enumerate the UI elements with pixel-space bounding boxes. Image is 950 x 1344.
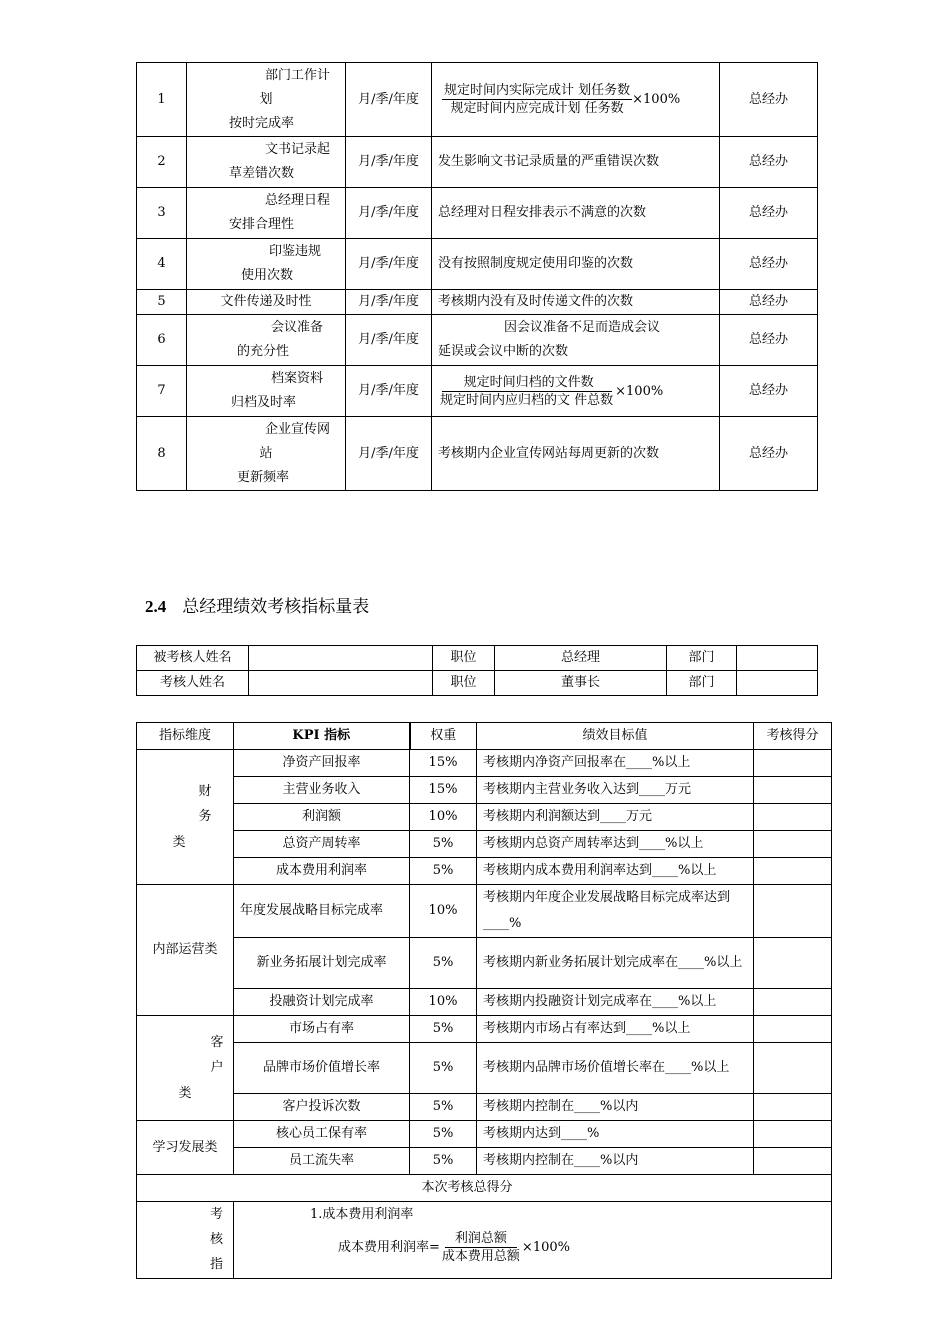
kpi-name: 员工流失率 xyxy=(234,1148,410,1175)
department-field[interactable] xyxy=(737,646,818,671)
dimension-learning: 学习发展类 xyxy=(137,1121,234,1175)
header-weight: 权重 xyxy=(410,723,477,750)
score-cell[interactable] xyxy=(754,858,832,885)
header-kpi: KPI 指标 xyxy=(234,723,410,750)
kpi-name: 年度发展战略目标完成率 xyxy=(234,885,410,938)
row-number: 6 xyxy=(137,315,187,366)
dimension-customer: 客 户 类 xyxy=(137,1016,234,1121)
kpi-target: 考核期内总资产周转率达到____%以上 xyxy=(477,831,754,858)
indicator-name: 部门工作计 划 按时完成率 xyxy=(187,63,346,137)
kpi-weight: 5% xyxy=(410,858,477,885)
dimension-internal-ops: 内部运营类 xyxy=(137,885,234,1016)
kpi-target: 考核期内品牌市场价值增长率在____%以上 xyxy=(477,1043,754,1094)
score-cell[interactable] xyxy=(754,938,832,989)
score-cell[interactable] xyxy=(754,831,832,858)
kpi-detail-table xyxy=(136,62,818,491)
department: 总经办 xyxy=(720,63,818,137)
cycle: 月/季/年度 xyxy=(346,417,432,491)
department: 总经办 xyxy=(720,137,818,188)
kpi-target: 考核期内新业务拓展计划完成率在____%以上 xyxy=(477,938,754,989)
table-row xyxy=(137,671,818,696)
formula: $\frac{\text{规定时间归档的文件数}}{\text{规定时间内应归档的文 件总数}}$ ×100% xyxy=(432,366,720,417)
department: 总经办 xyxy=(720,366,818,417)
kpi-weight: 5% xyxy=(410,1016,477,1043)
row-number: 2 xyxy=(137,137,187,188)
table-row xyxy=(137,137,818,188)
section-heading xyxy=(145,592,369,617)
position-value: 总经理 xyxy=(495,646,667,671)
evaluator-name-field[interactable] xyxy=(249,671,433,696)
kpi-weight: 10% xyxy=(410,804,477,831)
department: 总经办 xyxy=(720,417,818,491)
kpi-target: 考核期内控制在____%以内 xyxy=(477,1148,754,1175)
department: 总经办 xyxy=(720,188,818,239)
total-row xyxy=(137,1175,832,1202)
indicator-name: 印鉴违规 使用次数 xyxy=(187,239,346,290)
kpi-target: 考核期内主营业务收入达到____万元 xyxy=(477,777,754,804)
table-row xyxy=(137,750,832,777)
cycle: 月/季/年度 xyxy=(346,137,432,188)
table-row xyxy=(137,290,818,315)
indicator-name: 总经理日程 安排合理性 xyxy=(187,188,346,239)
indicator-name: 文件传递及时性 xyxy=(187,290,346,315)
cycle: 月/季/年度 xyxy=(346,239,432,290)
dimension-finance: 财 务 类 xyxy=(137,750,234,885)
kpi-scoring-table xyxy=(136,722,832,1279)
table-row xyxy=(137,831,832,858)
formula: 总经理对日程安排表示不满意的次数 xyxy=(432,188,720,239)
department-field[interactable] xyxy=(737,671,818,696)
table-row xyxy=(137,938,832,989)
table-row xyxy=(137,989,832,1016)
score-cell[interactable] xyxy=(754,1148,832,1175)
explanation-item: 1.成本费用利润率 xyxy=(310,1207,414,1222)
kpi-weight: 5% xyxy=(410,938,477,989)
formula: 考核期内没有及时传递文件的次数 xyxy=(432,290,720,315)
score-cell[interactable] xyxy=(754,989,832,1016)
score-cell[interactable] xyxy=(754,1016,832,1043)
formula: 发生影响文书记录质量的严重错误次数 xyxy=(432,137,720,188)
kpi-weight: 5% xyxy=(410,1121,477,1148)
indicator-name: 会议准备 的充分性 xyxy=(187,315,346,366)
score-cell[interactable] xyxy=(754,1094,832,1121)
score-cell[interactable] xyxy=(754,777,832,804)
table-row xyxy=(137,63,818,137)
department: 总经办 xyxy=(720,315,818,366)
kpi-weight: 15% xyxy=(410,777,477,804)
kpi-weight: 10% xyxy=(410,885,477,938)
kpi-name: 核心员工保有率 xyxy=(234,1121,410,1148)
table-row xyxy=(137,239,818,290)
table-row xyxy=(137,885,832,938)
kpi-name: 品牌市场价值增长率 xyxy=(234,1043,410,1094)
kpi-target: 考核期内达到____% xyxy=(477,1121,754,1148)
kpi-name: 主营业务收入 xyxy=(234,777,410,804)
table-row xyxy=(137,315,818,366)
kpi-name: 利润额 xyxy=(234,804,410,831)
department-label: 部门 xyxy=(667,671,737,696)
indicator-name: 档案资料 归档及时率 xyxy=(187,366,346,417)
table-row xyxy=(137,1094,832,1121)
formula: 考核期内企业宣传网站每周更新的次数 xyxy=(432,417,720,491)
row-number: 4 xyxy=(137,239,187,290)
kpi-name: 客户投诉次数 xyxy=(234,1094,410,1121)
kpi-target: 考核期内成本费用利润率达到____%以上 xyxy=(477,858,754,885)
section-number: 2.4 xyxy=(145,597,167,616)
score-cell[interactable] xyxy=(754,750,832,777)
row-number: 7 xyxy=(137,366,187,417)
department: 总经办 xyxy=(720,239,818,290)
section-title: 总经理绩效考核指标量表 xyxy=(182,597,370,617)
header-dimension: 指标维度 xyxy=(137,723,234,750)
kpi-target: 考核期内市场占有率达到____%以上 xyxy=(477,1016,754,1043)
explanation-label: 考 核 指 xyxy=(137,1202,234,1279)
kpi-weight: 5% xyxy=(410,1148,477,1175)
row-number: 8 xyxy=(137,417,187,491)
table-row xyxy=(137,804,832,831)
kpi-weight: 15% xyxy=(410,750,477,777)
table-row xyxy=(137,1121,832,1148)
evaluator-label: 考核人姓名 xyxy=(137,671,249,696)
kpi-weight: 5% xyxy=(410,1094,477,1121)
cycle: 月/季/年度 xyxy=(346,366,432,417)
explanation-formula: 成本费用利润率= $\frac{\text{利润总额}}{\text{成本费用总额}}$ ×100% xyxy=(338,1231,570,1264)
kpi-name: 投融资计划完成率 xyxy=(234,989,410,1016)
position-value: 董事长 xyxy=(495,671,667,696)
cycle: 月/季/年度 xyxy=(346,290,432,315)
row-number: 3 xyxy=(137,188,187,239)
kpi-target: 考核期内年度企业发展战略目标完成率达到____% xyxy=(477,885,754,938)
formula: $\frac{\text{规定时间内实际完成计 划任务数}}{\text{规定时间内应完成计划 任务数}}$ ×100% xyxy=(432,63,720,137)
indicator-name: 企业宣传网 站 更新频率 xyxy=(187,417,346,491)
department: 总经办 xyxy=(720,290,818,315)
indicator-name: 文书记录起 草差错次数 xyxy=(187,137,346,188)
cycle: 月/季/年度 xyxy=(346,63,432,137)
table-row xyxy=(137,1016,832,1043)
kpi-name: 净资产回报率 xyxy=(234,750,410,777)
row-number: 1 xyxy=(137,63,187,137)
table-row xyxy=(137,1043,832,1094)
score-cell[interactable] xyxy=(754,804,832,831)
position-label: 职位 xyxy=(433,646,495,671)
table-row xyxy=(137,1148,832,1175)
kpi-target: 考核期内利润额达到____万元 xyxy=(477,804,754,831)
kpi-name: 市场占有率 xyxy=(234,1016,410,1043)
kpi-weight: 10% xyxy=(410,989,477,1016)
evaluator-info-table xyxy=(136,645,818,696)
kpi-target: 考核期内净资产回报率在____%以上 xyxy=(477,750,754,777)
total-score-label: 本次考核总得分 xyxy=(137,1175,832,1202)
header-row xyxy=(137,723,832,750)
table-row xyxy=(137,646,818,671)
score-cell[interactable] xyxy=(754,885,832,938)
cycle: 月/季/年度 xyxy=(346,188,432,239)
explanation-content xyxy=(234,1202,832,1279)
score-cell[interactable] xyxy=(754,1043,832,1094)
formula: 没有按照制度规定使用印鉴的次数 xyxy=(432,239,720,290)
table-row xyxy=(137,417,818,491)
table-row xyxy=(137,858,832,885)
score-cell[interactable] xyxy=(754,1121,832,1148)
kpi-target: 考核期内投融资计划完成率在____%以上 xyxy=(477,989,754,1016)
kpi-weight: 5% xyxy=(410,1043,477,1094)
formula: 因会议准备不足而造成会议 延误或会议中断的次数 xyxy=(432,315,720,366)
row-number: 5 xyxy=(137,290,187,315)
table-row xyxy=(137,188,818,239)
header-target: 绩效目标值 xyxy=(477,723,754,750)
table-row xyxy=(137,777,832,804)
header-score: 考核得分 xyxy=(754,723,832,750)
evaluatee-name-field[interactable] xyxy=(249,646,433,671)
kpi-weight: 5% xyxy=(410,831,477,858)
evaluatee-label: 被考核人姓名 xyxy=(137,646,249,671)
kpi-name: 新业务拓展计划完成率 xyxy=(234,938,410,989)
kpi-name: 总资产周转率 xyxy=(234,831,410,858)
explanation-row xyxy=(137,1202,832,1279)
position-label: 职位 xyxy=(433,671,495,696)
kpi-target: 考核期内控制在____%以内 xyxy=(477,1094,754,1121)
kpi-name: 成本费用利润率 xyxy=(234,858,410,885)
department-label: 部门 xyxy=(667,646,737,671)
cycle: 月/季/年度 xyxy=(346,315,432,366)
table-row xyxy=(137,366,818,417)
